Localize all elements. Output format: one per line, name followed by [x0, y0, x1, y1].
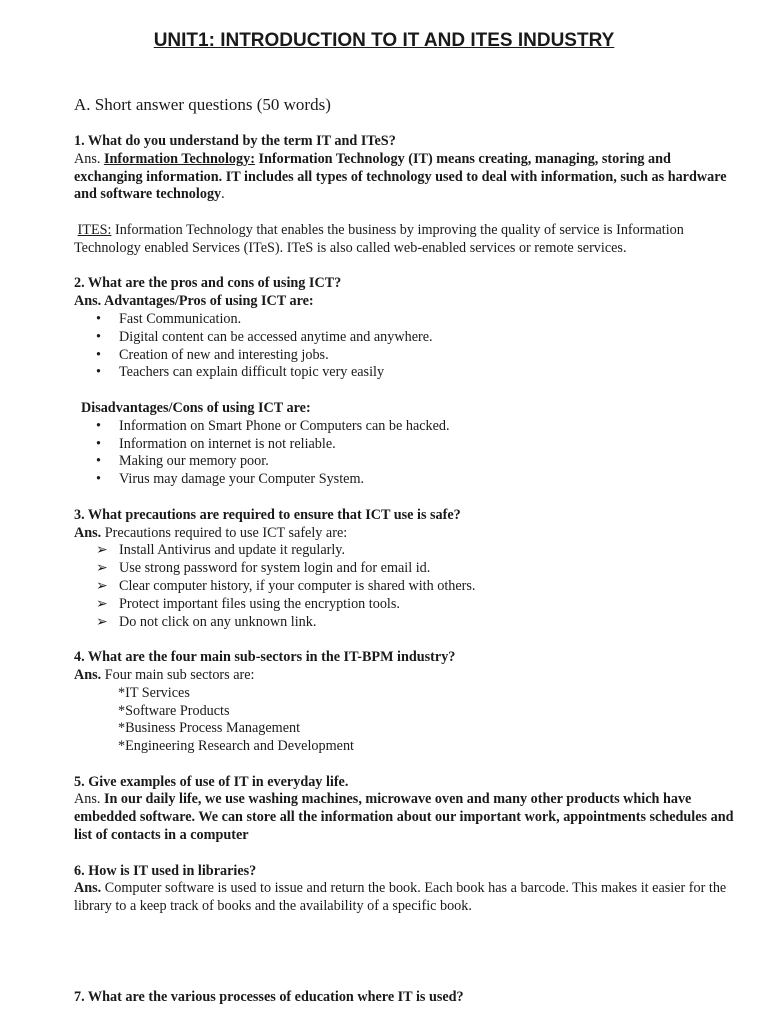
question-1: 1. What do you understand by the term IT and ITeS?: [74, 133, 396, 149]
term-ites: ITES:: [77, 221, 112, 238]
definition-it: Information Technology (IT) means creating, managing, storing and exchanging information. IT includes all types of technology used to deal with information, such as hardware and software technology: [74, 150, 727, 203]
arrow-bullet-icon: ➢: [96, 560, 108, 577]
disadvantages-list: [74, 418, 734, 489]
list-item: *Engineering Research and Development: [118, 738, 354, 755]
list-item: • Information on Smart Phone or Computers can be hacked.: [96, 417, 450, 434]
list-item: ➢ Do not click on any unknown link.: [96, 613, 317, 630]
bullet-icon: •: [96, 346, 101, 363]
list-item: *Software Products: [118, 702, 230, 719]
list-item: • Teachers can explain difficult topic very easily: [96, 364, 385, 381]
answer-1-ites: [74, 222, 734, 258]
question-3: 3. What precautions are required to ensure that ICT use is safe?: [74, 506, 461, 523]
list-item: ➢ Use strong password for system login and for email id.: [96, 560, 431, 577]
question-2: 2. What are the pros and cons of using ICT?: [74, 275, 342, 292]
answer-prefix: Ans.: [74, 150, 101, 167]
answer-prefix: Ans.: [74, 791, 101, 808]
answer-prefix: Ans.: [74, 666, 102, 683]
definition-it-period: .: [221, 186, 225, 203]
question-7: 7. What are the various processes of education where IT is used?: [74, 989, 464, 1006]
precautions-list: [74, 542, 734, 631]
list-item: • Information on internet is not reliable.: [96, 435, 336, 452]
question-6: 6. How is IT used in libraries?: [74, 862, 257, 879]
answer-5: Ans. In our daily life, we use washing machines, microwave oven and many other products which have embedded software. We can store all the information about our important work, appointments schedules and list of contacts in a computer: [74, 791, 734, 844]
list-item: • Making our memory poor.: [96, 453, 269, 470]
question-4: 4. What are the four main sub-sectors in the IT-BPM industry?: [74, 649, 456, 666]
bullet-icon: •: [96, 417, 101, 434]
document-title: UNIT1: INTRODUCTION TO IT AND ITES INDUSTRY: [153, 30, 615, 51]
arrow-bullet-icon: ➢: [96, 577, 108, 594]
list-item: • Digital content can be accessed anytime and anywhere.: [96, 328, 433, 345]
list-item: ➢ Clear computer history, if your computer is shared with others.: [96, 577, 476, 594]
question-5: 5. Give examples of use of IT in everyday life.: [74, 773, 349, 790]
document-content: [74, 133, 734, 1007]
answer-prefix: Ans.: [74, 524, 102, 541]
arrow-bullet-icon: ➢: [96, 595, 108, 612]
list-item: *IT Services: [118, 684, 190, 701]
bullet-icon: •: [96, 310, 101, 327]
answer-6: Ans. Computer software is used to issue and return the book. Each book has a barcode. This makes it easier for the library to a keep track of books and the availability of a specific book.: [74, 880, 727, 915]
definition-ites: Information Technology that enables the business by improving the quality of service is Information Technology enabled Services (ITeS). ITeS is also called web-enabled services or remote services.: [74, 221, 684, 256]
section-heading: A. Short answer questions (50 words): [74, 95, 331, 114]
list-item: *Business Process Management: [118, 720, 301, 737]
answer-3: Ans. Precautions required to use ICT safely are:: [74, 524, 348, 541]
list-item: ➢ Install Antivirus and update it regularly.: [96, 542, 346, 559]
list-item: • Creation of new and interesting jobs.: [96, 346, 329, 363]
bullet-icon: •: [96, 328, 101, 345]
arrow-bullet-icon: ➢: [96, 542, 108, 559]
term-it: Information Technology:: [103, 150, 255, 167]
bullet-icon: •: [96, 364, 101, 381]
advantages-heading: Ans. Advantages/Pros of using ICT are:: [74, 293, 314, 310]
answer-prefix: Ans.: [74, 880, 102, 897]
list-item: • Virus may damage your Computer System.: [96, 471, 365, 488]
list-item: • Fast Communication.: [96, 310, 242, 327]
bullet-icon: •: [96, 471, 101, 488]
arrow-bullet-icon: ➢: [96, 613, 108, 630]
advantages-list: [74, 311, 734, 382]
bullet-icon: •: [96, 435, 101, 452]
answer-4: Ans. Four main sub sectors are:: [74, 666, 255, 683]
list-item: ➢ Protect important files using the encryption tools.: [96, 595, 400, 612]
bullet-icon: •: [96, 453, 101, 470]
disadvantages-heading: Disadvantages/Cons of using ICT are:: [81, 399, 311, 416]
answer-1-it: [74, 151, 734, 204]
